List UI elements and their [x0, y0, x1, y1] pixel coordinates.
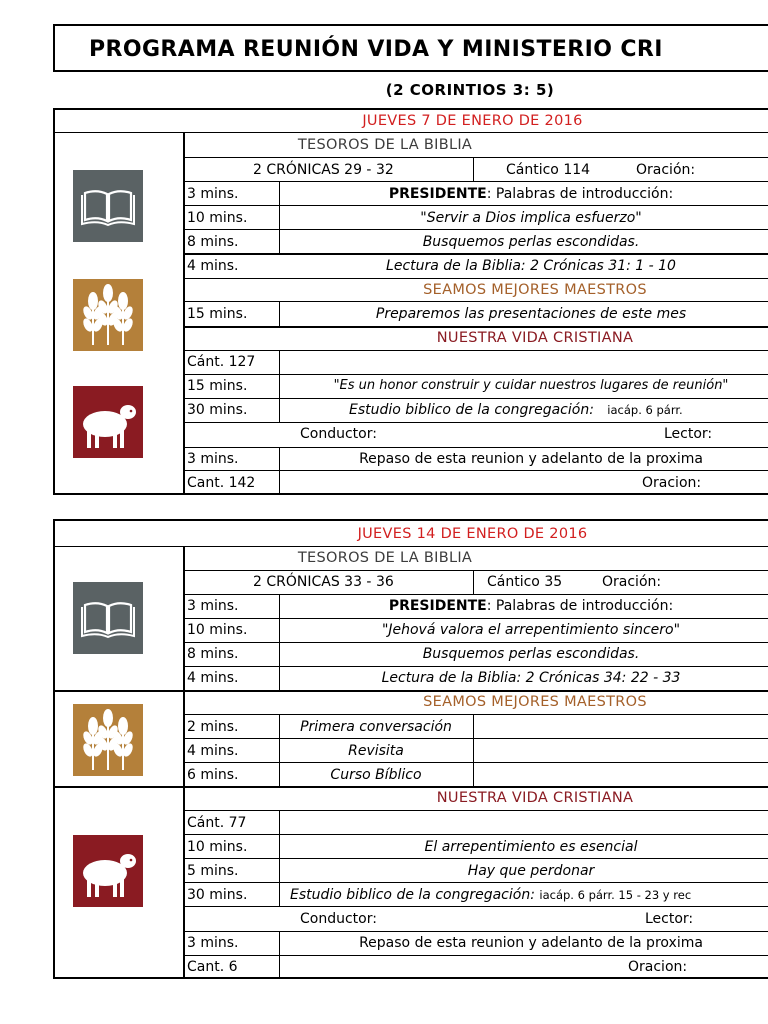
row-time: 3 mins.: [187, 451, 239, 467]
christian-life-part: El arrepentimiento es esencial: [424, 839, 638, 855]
bible-reading: 2 CRÓNICAS 29 - 32: [253, 162, 394, 178]
week-date: JUEVES 7 DE ENERO DE 2016: [362, 113, 583, 129]
row-time: 4 mins.: [187, 670, 239, 686]
row-time: 2 mins.: [187, 719, 239, 735]
opening-prayer: Oración:: [602, 574, 662, 590]
section-title-christian-life: NUESTRA VIDA CRISTIANA: [436, 790, 634, 806]
section-title-christian-life: NUESTRA VIDA CRISTIANA: [436, 330, 634, 346]
review-part: Repaso de esta reunion y adelanto de la proxima: [359, 935, 703, 951]
row-time: 15 mins.: [187, 306, 248, 322]
treasures-talk: "Servir a Dios implica esfuerzo": [420, 210, 642, 226]
ministry-part: Curso Bíblico: [330, 767, 422, 783]
section-title-treasures: TESOROS DE LA BIBLIA: [297, 550, 473, 566]
middle-song: Cánt. 77: [187, 815, 247, 831]
row-time: 15 mins.: [187, 378, 248, 394]
reader-label: Lector:: [664, 426, 713, 442]
row-time: 10 mins.: [187, 839, 248, 855]
row-time: 10 mins.: [187, 210, 248, 226]
row-time: 5 mins.: [187, 863, 239, 879]
wheat-icon: [73, 279, 143, 351]
ministry-part: Primera conversación: [300, 719, 452, 735]
open-bible-icon: [73, 582, 143, 654]
row-time: 30 mins.: [187, 887, 248, 903]
row-time: 6 mins.: [187, 767, 239, 783]
row-time: 4 mins.: [187, 743, 239, 759]
bible-reading: 2 CRÓNICAS 33 - 36: [253, 574, 394, 590]
review-part: Repaso de esta reunion y adelanto de la proxima: [359, 451, 703, 467]
closing-prayer: Oracion:: [628, 959, 688, 975]
chairman-intro: PRESIDENTE: Palabras de introducción:: [388, 598, 674, 614]
christian-life-part: "Es un honor construir y cuidar nuestros lugares de reunión": [333, 378, 729, 393]
week-date: JUEVES 14 DE ENERO DE 2016: [357, 526, 588, 542]
row-time: 10 mins.: [187, 622, 248, 638]
week-2-table: [53, 519, 768, 979]
section-title-treasures: TESOROS DE LA BIBLIA: [297, 137, 473, 153]
closing-song: Cant. 6: [187, 959, 238, 975]
title-box: [53, 24, 768, 72]
ministry-part: Revisita: [348, 743, 404, 759]
section-title-ministry: SEAMOS MEJORES MAESTROS: [423, 694, 647, 710]
page-title: PROGRAMA REUNIÓN VIDA Y MINISTERIO CRI: [89, 37, 663, 62]
bible-reading-assignment: Lectura de la Biblia: 2 Crónicas 31: 1 - 10: [386, 258, 676, 274]
week-1-table: [53, 108, 768, 495]
row-time: 4 mins.: [187, 258, 239, 274]
conductor-label: Conductor:: [300, 426, 377, 442]
row-time: 3 mins.: [187, 935, 239, 951]
row-time: 3 mins.: [187, 598, 239, 614]
section-title-ministry: SEAMOS MEJORES MAESTROS: [423, 282, 647, 298]
sheep-icon: [73, 835, 143, 907]
closing-prayer: Oracion:: [642, 475, 702, 491]
row-time: 8 mins.: [187, 234, 239, 250]
treasures-talk: "Jehová valora el arrepentimiento sincero": [381, 622, 681, 638]
spiritual-gems: Busquemos perlas escondidas.: [422, 646, 640, 662]
ministry-part: Preparemos las presentaciones de este mes: [375, 306, 687, 322]
opening-song: Cántico 35: [487, 574, 563, 590]
row-time: 3 mins.: [187, 186, 239, 202]
opening-prayer: Oración:: [636, 162, 696, 178]
opening-song: Cántico 114: [506, 162, 591, 178]
congregation-study: Estudio biblico de la congregación: iacáp. 6 párr.: [349, 402, 683, 418]
row-time: 8 mins.: [187, 646, 239, 662]
christian-life-part: Hay que perdonar: [467, 863, 595, 879]
page-subtitle: (2 CORINTIOS 3: 5): [385, 81, 555, 99]
sheep-icon: [73, 386, 143, 458]
spiritual-gems: Busquemos perlas escondidas.: [422, 234, 640, 250]
closing-song: Cant. 142: [187, 475, 256, 491]
open-bible-icon: [73, 170, 143, 242]
row-time: 30 mins.: [187, 402, 248, 418]
wheat-icon: [73, 704, 143, 776]
reader-label: Lector:: [645, 911, 694, 927]
congregation-study: Estudio biblico de la congregación: iacáp. 6 párr. 15 - 23 y rec: [290, 887, 692, 903]
chairman-intro: PRESIDENTE: Palabras de introducción:: [388, 186, 674, 202]
conductor-label: Conductor:: [300, 911, 377, 927]
bible-reading-assignment: Lectura de la Biblia: 2 Crónicas 34: 22 - 33: [381, 670, 681, 686]
middle-song: Cánt. 127: [187, 354, 256, 370]
